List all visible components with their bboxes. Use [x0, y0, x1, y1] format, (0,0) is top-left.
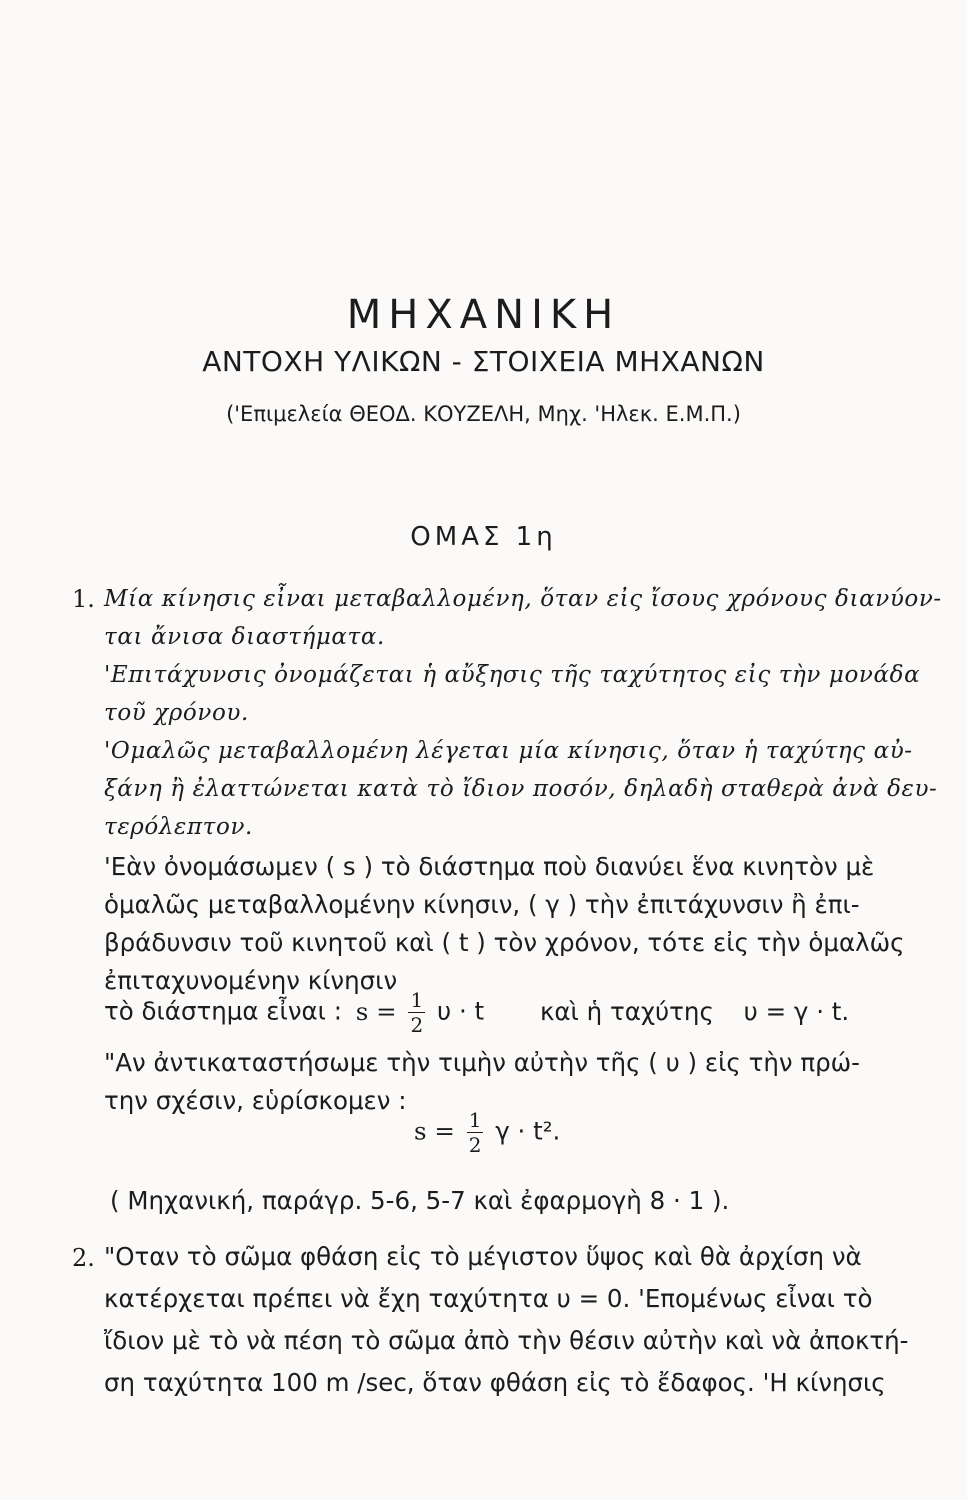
text-line: 'Εὰν ὀνομάσωμεν ( s ) τὸ διάστημα ποὺ διανύει ἕνα κινητὸν μὲ [104, 852, 875, 881]
formula-lhs: s = [414, 1116, 455, 1146]
formula-and-text: καὶ ἡ ταχύτης [539, 996, 714, 1026]
formula-lhs: s = [355, 996, 397, 1026]
text-line: βράδυνσιν τοῦ κινητοῦ καὶ ( t ) τὸν χρόνον, τότε εἰς τὴν ὁμαλῶς [104, 928, 905, 957]
formula-rhs: υ · t [437, 996, 485, 1026]
fraction-one-half [467, 1110, 484, 1155]
editor-credit: ('Επιμελεία ΘΕΟΔ. ΚΟΥΖΕΛΗ, Μηχ. 'Ηλεκ. Ε.Μ.Π.) [226, 402, 741, 426]
definition-line: 'Επιτάχυνσις ὀνομάζεται ἡ αὔξησις τῆς ταχύτητος εἰς τὴν μονάδα [104, 662, 921, 688]
definition-line: ξάνη ἢ ἐλαττώνεται κατὰ τὸ ἴδιον ποσόν, δηλαδὴ σταθερὰ ἀνὰ δευ- [104, 776, 938, 802]
page-subtitle: ΑΝΤΟΧΗ ΥΛΙΚΩΝ - ΣΤΟΙΧΕΙΑ ΜΗΧΑΝΩΝ [202, 345, 765, 378]
text-line: ἴδιον μὲ τὸ νὰ πέση τὸ σῶμα ἀπὸ τὴν θέσιν αὐτὴν καὶ νὰ ἀποκτή- [104, 1326, 909, 1355]
formula-lead: τὸ διάστημα εἶναι : [104, 996, 342, 1026]
reference-line: ( Μηχανική, παράγρ. 5-6, 5-7 καὶ ἐφαρμογὴ 8 · 1 ). [110, 1186, 730, 1215]
definition-line: τερόλεπτον. [104, 814, 253, 840]
fraction-numerator: 1 [468, 1108, 482, 1132]
definition-line: ται ἄνισα διαστήματα. [104, 624, 385, 650]
formula-rhs: γ · t². [495, 1116, 561, 1146]
definition-line: 'Ομαλῶς μεταβαλλομένη λέγεται μία κίνησις, ὅταν ἡ ταχύτης αὐ- [104, 738, 913, 764]
fraction-one-half [408, 990, 425, 1035]
formula-distance-velocity [104, 990, 849, 1035]
page-title: ΜΗΧΑΝΙΚΗ [346, 292, 621, 338]
text-line: "Οταν τὸ σῶμα φθάση εἰς τὸ μέγιστον ὕψος καὶ θὰ ἀρχίση νὰ [104, 1242, 862, 1271]
fraction-denominator: 2 [468, 1133, 482, 1157]
definition-line: Μία κίνησις εἶναι μεταβαλλομένη, ὅταν εἰς ἴσους χρόνους διανύον- [104, 586, 942, 612]
definition-line: τοῦ χρόνου. [104, 700, 249, 726]
text-line: "Αν ἀντικαταστήσωμε τὴν τιμὴν αὐτὴν τῆς ( υ ) εἰς τὴν πρώ- [104, 1048, 861, 1077]
answer-1-number: 1. [72, 585, 95, 613]
text-line: ὁμαλῶς μεταβαλλομένην κίνησιν, ( γ ) τὴν ἐπιτάχυνσιν ἢ ἐπι- [104, 890, 860, 919]
group-heading: ΟΜΑΣ 1η [410, 522, 557, 552]
fraction-denominator: 2 [410, 1013, 424, 1037]
text-line: ἐπιταχυνομένην κίνησιν [104, 966, 398, 995]
answer-2-number: 2. [72, 1244, 95, 1272]
text-line: ση ταχύτητα 100 m /sec, ὅταν φθάση εἰς τὸ ἔδαφος. 'Η κίνησις [104, 1368, 886, 1397]
text-line: την σχέσιν, εὑρίσκομεν : [104, 1086, 407, 1115]
formula-distance-acceleration [414, 1110, 560, 1155]
text-line: κατέρχεται πρέπει νὰ ἔχη ταχύτητα υ = 0. 'Επομένως εἶναι τὸ [104, 1284, 873, 1313]
fraction-numerator: 1 [410, 988, 424, 1012]
formula-velocity: υ = γ · t. [743, 996, 850, 1026]
